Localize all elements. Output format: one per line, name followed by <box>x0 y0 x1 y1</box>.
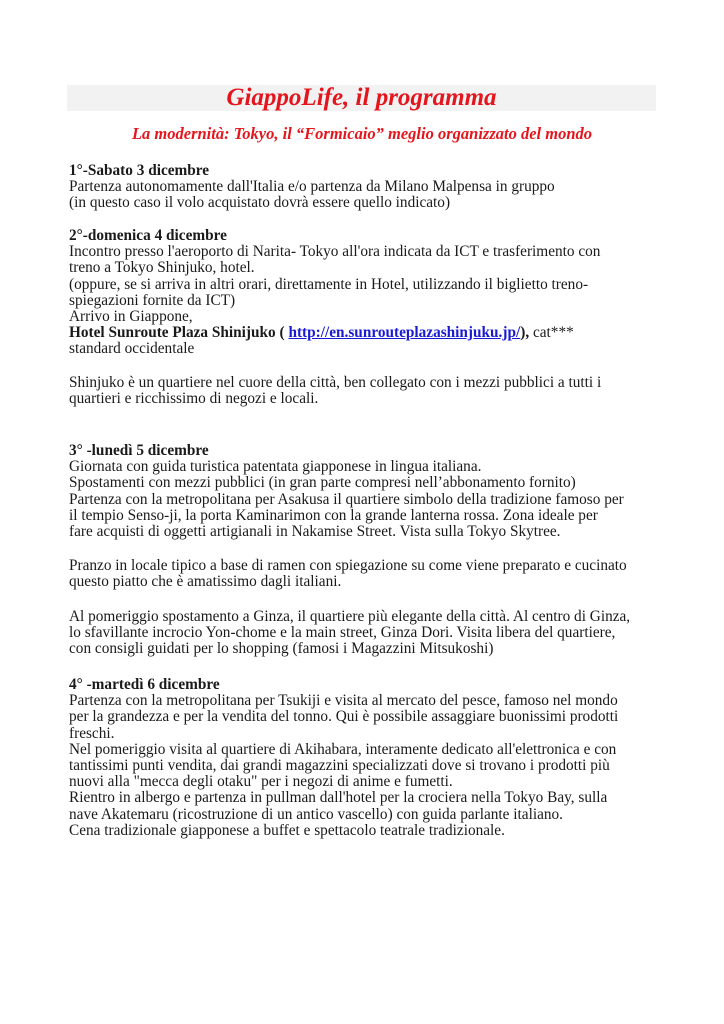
shinjuku-description <box>69 375 669 407</box>
lunch-line: questo piatto che è amatissimo dagli italiani. <box>69 573 342 591</box>
day1-line: (in questo caso il volo acquistato dovrà essere quello indicato) <box>69 194 451 212</box>
hotel-name-close: ), <box>520 324 530 342</box>
shinjuku-line: Shinjuko è un quartiere nel cuore della città, ben collegato con i mezzi pubblici a tutti i <box>69 374 602 391</box>
day3-line: il tempio Senso-ji, la porta Kaminarimon con la grande lanterna rossa. Zona ideale per <box>69 506 598 524</box>
day3-line: Partenza con la metropolitana per Asakusa il quartiere simbolo della tradizione famoso per <box>69 490 624 508</box>
day1-heading: 1°-Sabato 3 dicembre <box>69 162 210 179</box>
lunch-line: Pranzo in locale tipico a base di ramen con spiegazione su come viene preparato e cucinato <box>69 557 627 574</box>
afternoon-line: con consigli guidati per lo shopping (famosi i Magazzini Mitsukoshi) <box>69 640 494 658</box>
hotel-rating: cat*** <box>529 324 574 342</box>
hotel-line <box>69 325 669 341</box>
shinjuku-line: quartieri e ricchissimo di negozi e locali. <box>69 390 319 408</box>
day1-section <box>69 163 669 212</box>
day4-line: Rientro in albergo e partenza in pullman dall'hotel per la crociera nella Tokyo Bay, sulla <box>69 789 608 807</box>
day2-line: (oppure, se si arriva in altri orari, direttamente in Hotel, utilizzando il biglietto treno- <box>69 275 589 293</box>
page-subtitle: La modernità: Tokyo, il “Formicaio” meglio organizzato del mondo <box>131 124 593 143</box>
hotel-website-link[interactable]: http://en.sunrouteplazashinjuku.jp/ <box>288 324 521 342</box>
day2-section <box>69 228 669 358</box>
day3-line: Spostamenti con mezzi pubblici (in gran parte compresi nell’abbonamento fornito) <box>69 474 576 492</box>
day4-line: Partenza con la metropolitana per Tsukiji e visita al mercato del pesce, famoso nel mondo <box>69 692 618 710</box>
day3-heading: 3° -lunedì 5 dicembre <box>69 442 209 459</box>
day1-line: Partenza autonomamente dall'Italia e/o partenza da Milano Malpensa in gruppo <box>69 178 555 196</box>
day2-line: Incontro presso l'aeroporto di Narita- Tokyo all'ora indicata da ICT e trasferimento con <box>69 243 601 261</box>
day2-heading: 2°-domenica 4 dicembre <box>69 227 227 244</box>
day4-line: nuovi alla "mecca degli otaku" per i negozi di anime e fumetti. <box>69 773 453 791</box>
day4-line: Nel pomeriggio visita al quartiere di Akihabara, interamente dedicato all'elettronica e con <box>69 740 617 758</box>
day3-section <box>69 443 669 540</box>
day4-section <box>69 677 669 839</box>
day4-line: tantissimi punti vendita, dai grandi magazzini specializzati dove si trovano i prodotti più <box>69 757 610 775</box>
day3-line: fare acquisti di oggetti artigianali in Nakamise Street. Vista sulla Tokyo Skytree. <box>69 523 561 541</box>
day4-line: Cena tradizionale giapponese a buffet e spettacolo teatrale tradizionale. <box>69 821 505 839</box>
page-title: GiappoLife, il programma <box>226 84 497 111</box>
afternoon-line: Al pomeriggio spostamento a Ginza, il quartiere più elegante della città. Al centro di Ginza, <box>69 608 631 625</box>
day4-heading: 4° -martedì 6 dicembre <box>69 676 220 693</box>
day3-lunch <box>69 558 669 590</box>
day2-line: treno a Tokyo Shinjuko, hotel. <box>69 259 255 277</box>
hotel-standard: standard occidentale <box>69 340 195 358</box>
day2-line: Arrivo in Giappone, <box>69 308 193 326</box>
day3-afternoon <box>69 609 669 658</box>
day4-line: nave Akatemaru (ricostruzione di un antico vascello) con guida parlante italiano. <box>69 805 563 823</box>
day2-line: spiegazioni fornite da ICT) <box>69 291 236 309</box>
day4-line: per la grandezza e per la vendita del tonno. Qui è possibile assaggiare buonissimi prodotti <box>69 708 619 726</box>
day3-line: Giornata con guida turistica patentata giapponese in lingua italiana. <box>69 458 482 476</box>
day4-line: freschi. <box>69 724 115 742</box>
hotel-name: Hotel Sunroute Plaza Shinijuko ( <box>69 324 289 342</box>
afternoon-line: lo sfavillante incrocio Yon-chome e la main street, Ginza Dori. Visita libera del quartiere, <box>69 624 616 642</box>
